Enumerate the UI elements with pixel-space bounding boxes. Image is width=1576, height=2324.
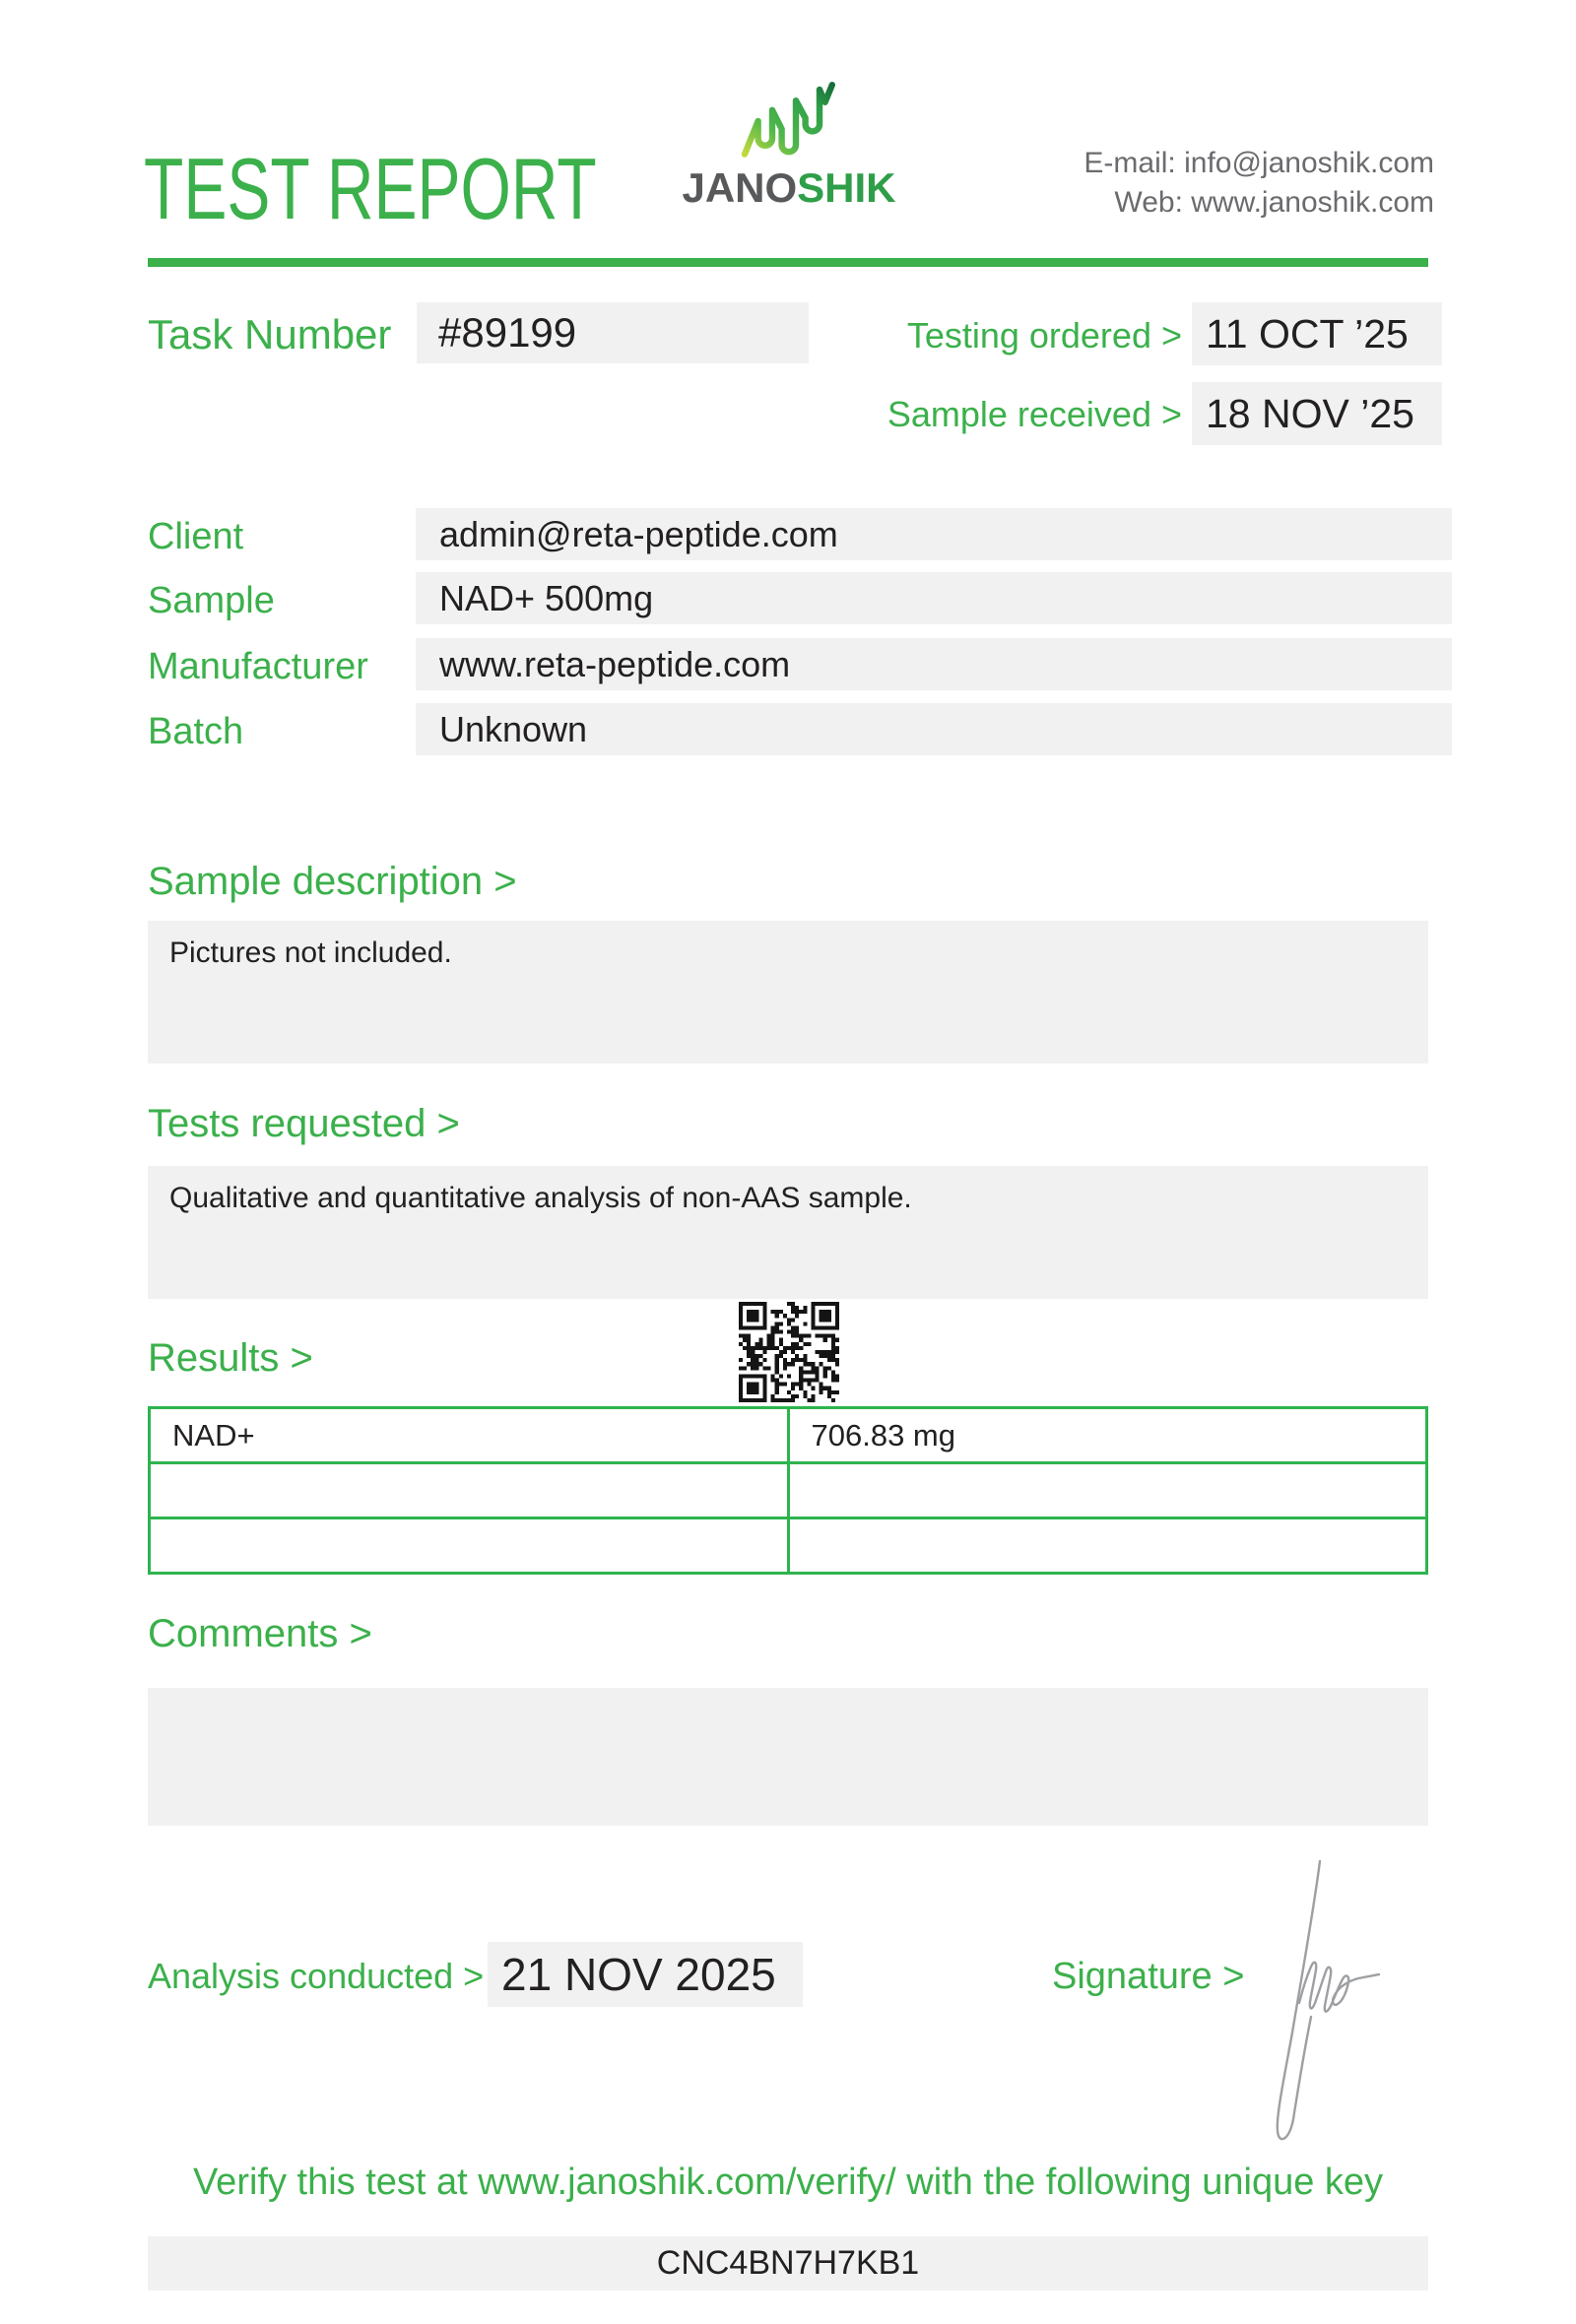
results-row (150, 1518, 1427, 1574)
analysis-date: 21 NOV 2025 (488, 1942, 803, 2007)
brand-wordmark (681, 164, 897, 211)
testing-ordered-label: Testing ordered > (906, 315, 1182, 355)
tests-requested-heading: Tests requested > (148, 1102, 460, 1145)
results-table (148, 1406, 1428, 1575)
comments-box (148, 1688, 1428, 1826)
task-number-value: #89199 (417, 302, 809, 363)
qr-code (739, 1302, 839, 1402)
contact-web-line: Web: www.janoshik.com (1114, 186, 1434, 219)
client-value: admin@reta-peptide.com (416, 508, 1452, 560)
manufacturer-label: Manufacturer (148, 646, 368, 687)
sample-label: Sample (148, 580, 275, 621)
brand-primary: JANO (682, 164, 798, 211)
analysis-conducted-label: Analysis conducted > (148, 1956, 485, 1996)
signature-image (1266, 1853, 1428, 2144)
contact-block (942, 144, 1434, 223)
signature-label: Signature > (1052, 1956, 1245, 1997)
results-row (150, 1408, 1427, 1463)
janoshik-logo-icon (741, 79, 835, 163)
contact-email-line: E-mail: info@janoshik.com (1084, 147, 1434, 179)
testing-ordered-date: 11 OCT ’25 (1192, 302, 1442, 365)
sample-description-box (148, 921, 1428, 1064)
sample-received-date: 18 NOV ’25 (1192, 382, 1442, 445)
task-number-label: Task Number (148, 311, 392, 357)
result-value (788, 1463, 1427, 1518)
header-divider (148, 258, 1428, 267)
tests-requested-box (148, 1166, 1428, 1299)
result-value: 706.83 mg (788, 1408, 1427, 1463)
sample-description-heading: Sample description > (148, 860, 517, 903)
results-heading: Results > (148, 1336, 313, 1380)
result-analyte (150, 1518, 789, 1574)
result-value (788, 1518, 1427, 1574)
sample-received-label: Sample received > (886, 394, 1182, 434)
sample-value: NAD+ 500mg (416, 572, 1452, 624)
manufacturer-value: www.reta-peptide.com (416, 638, 1452, 690)
verify-key: CNC4BN7H7KB1 (148, 2236, 1428, 2291)
verify-instruction: Verify this test at www.janoshik.com/verify/ with the following unique key (192, 2162, 1384, 2203)
page-title: TEST REPORT (144, 140, 597, 237)
client-label: Client (148, 516, 244, 557)
sample-description-text: Pictures not included. (169, 936, 452, 969)
tests-requested-text: Qualitative and quantitative analysis of non-AAS sample. (169, 1182, 912, 1214)
results-row (150, 1463, 1427, 1518)
brand-secondary: SHIK (797, 164, 896, 211)
result-analyte: NAD+ (150, 1408, 789, 1463)
comments-heading: Comments > (148, 1612, 372, 1655)
batch-label: Batch (148, 711, 244, 752)
result-analyte (150, 1463, 789, 1518)
batch-value: Unknown (416, 703, 1452, 755)
